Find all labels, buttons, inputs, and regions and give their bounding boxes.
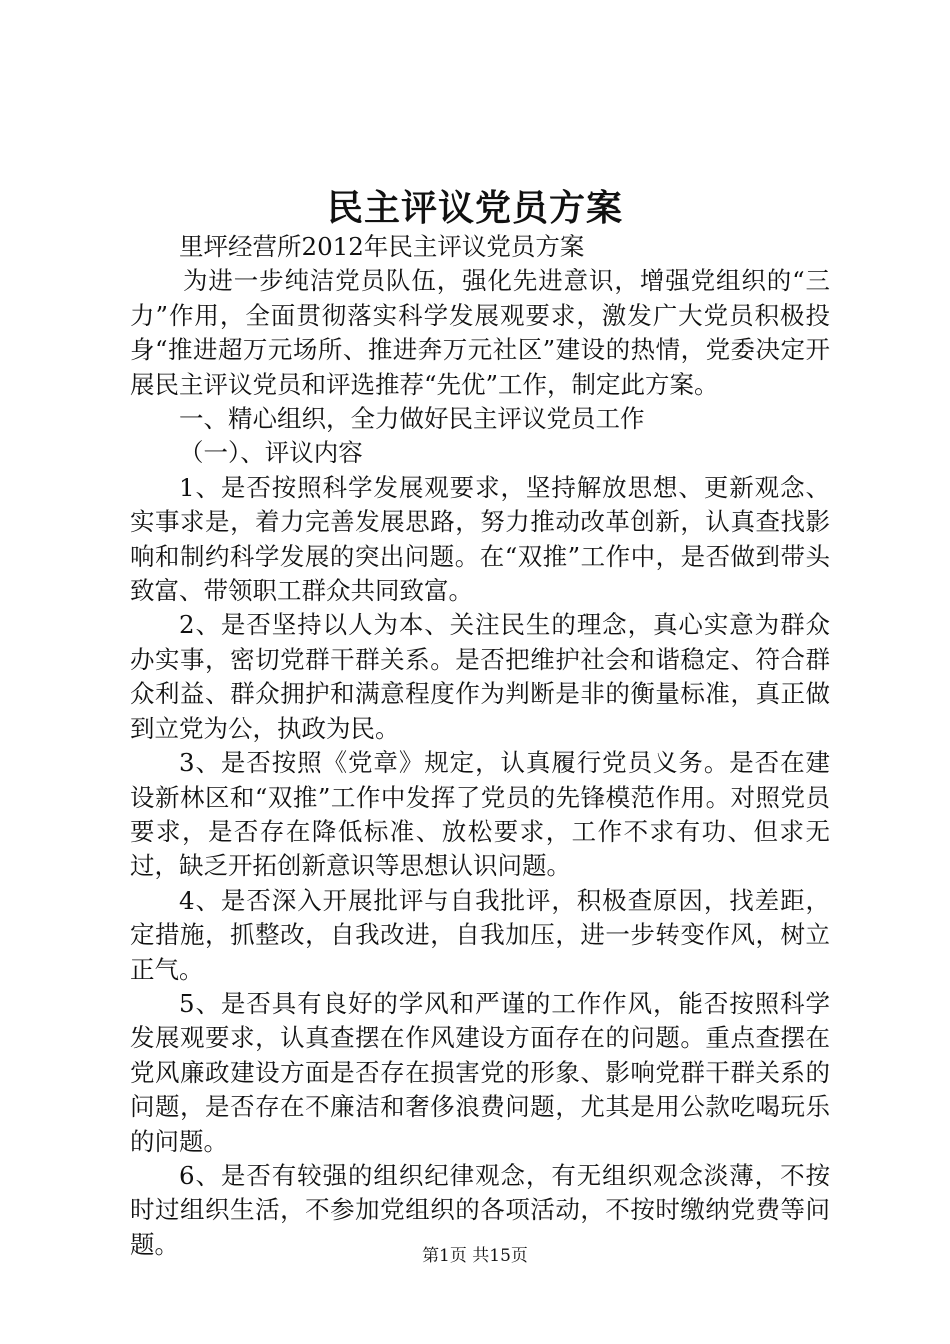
paragraph-item-1: 1、是否按照科学发展观要求，坚持解放思想、更新观念、实事求是，着力完善发展思路，努力推动改革创新，认真查找影响和制约科学发展的突出问题。在“双推”工作中，是否做到带头致富、带领职工群众共同致富。 <box>130 472 830 606</box>
paragraph-item-4: 4、是否深入开展批评与自我批评，积极查原因，找差距，定措施，抓整改，自我改进，自我加压，进一步转变作风，树立正气。 <box>130 885 830 984</box>
document-title: 民主评议党员方案 <box>326 187 623 229</box>
paragraph-item-6: 6、是否有较强的组织纪律观念，有无组织观念淡薄，不按时过组织生活，不参加党组织的各项活动，不按时缴纳党费等问题。 <box>130 1160 830 1259</box>
paragraph-item-5: 5、是否具有良好的学风和严谨的工作作风，能否按照科学发展观要求，认真查摆在作风建设方面存在的问题。重点查摆在党风廉政建设方面是否存在损害党的形象、影响党群干群关系的问题，是否存在不廉洁和奢侈浪费问题，尤其是用公款吃喝玩乐的问题。 <box>130 988 830 1156</box>
document-body <box>130 230 830 1262</box>
paragraph-intro: 为进一步纯洁党员队伍，强化先进意识，增强党组织的“三力”作用，全面贯彻落实科学发展观要求，激发广大党员积极投身“推进超万元场所、推进奔万元社区”建设的热情，党委决定开展民主评议党员和评选推荐“先优”工作，制定此方案。 <box>130 266 830 399</box>
paragraph-item-2: 2、是否坚持以人为本、关注民生的理念，真心实意为群众办实事，密切党群干群关系。是否把维护社会和谐稳定、符合群众利益、群众拥护和满意程度作为判断是非的衡量标准，真正做到立党为公，执政为民。 <box>130 610 830 743</box>
subsection-heading: （一）、评议内容 <box>179 438 363 468</box>
document-subtitle: 里坪经营所2012年民主评议党员方案 <box>179 232 585 261</box>
page-number: 第1页 共15页 <box>422 1246 528 1266</box>
paragraph-item-3: 3、是否按照《党章》规定，认真履行党员义务。是否在建设新林区和“双推”工作中发挥了党员的先锋模范作用。对照党员要求，是否存在降低标准、放松要求，工作不求有功、但求无过，缺乏开拓创新意识等思想认识问题。 <box>130 748 830 881</box>
section-heading: 一、精心组织，全力做好民主评议党员工作 <box>179 404 645 434</box>
